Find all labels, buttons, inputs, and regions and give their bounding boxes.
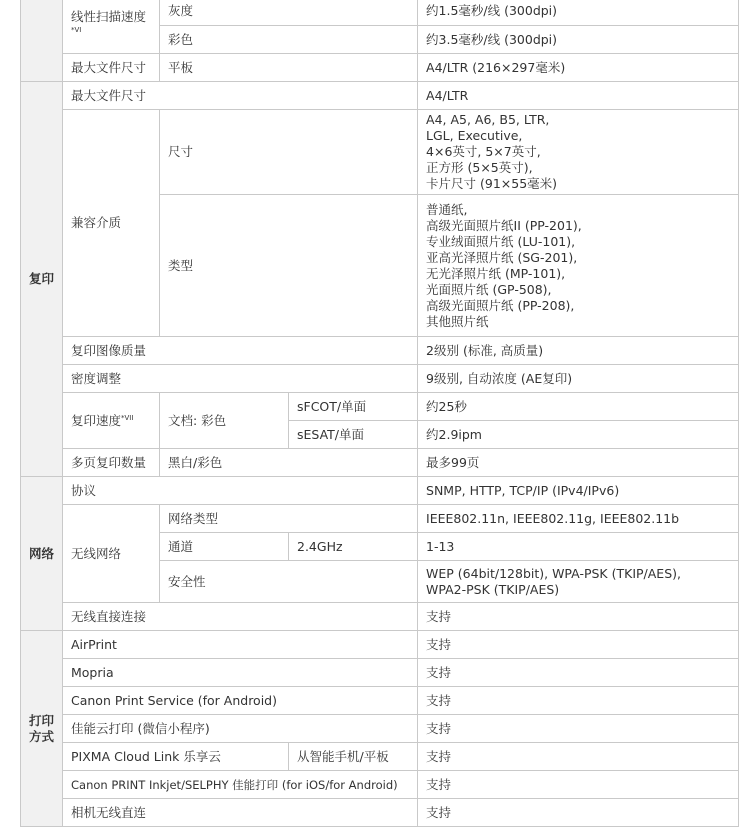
table-row <box>21 687 739 715</box>
pixma-label: PIXMA Cloud Link 乐享云 <box>63 743 289 771</box>
table-row <box>21 715 739 743</box>
type-line: 高级光面照片纸 (PP-208), <box>426 297 575 313</box>
spec-table <box>20 0 739 827</box>
canon-print-service-value: 支持 <box>418 687 739 715</box>
print-section-label <box>21 631 63 827</box>
table-row <box>21 771 739 799</box>
camera-value: 支持 <box>418 799 739 827</box>
airprint-value: 支持 <box>418 631 739 659</box>
airprint-label: AirPrint <box>63 631 418 659</box>
print-section-line: 方式 <box>29 728 55 744</box>
protocol-label: 协议 <box>63 477 418 505</box>
table-row <box>21 393 739 421</box>
gray-value: 约1.5毫秒/线 (300dpi) <box>418 0 739 26</box>
type-label: 类型 <box>160 195 418 337</box>
size-line: LGL, Executive, <box>426 128 523 143</box>
security-line: WPA2-PSK (TKIP/AES) <box>426 581 560 597</box>
table-row <box>21 110 739 195</box>
density-value: 9级别, 自动浓度 (AE复印) <box>418 365 739 393</box>
table-row <box>21 477 739 505</box>
channel-label: 通道 <box>160 533 289 561</box>
table-row <box>21 603 739 631</box>
linear-speed-label <box>63 0 160 54</box>
wireless-label: 无线网络 <box>63 505 160 603</box>
scan-max-file-label: 最大文件尺寸 <box>63 54 160 82</box>
net-type-label: 网络类型 <box>160 505 418 533</box>
type-line: 光面照片纸 (GP-508), <box>426 281 552 297</box>
quality-label: 复印图像质量 <box>63 337 418 365</box>
sfcot-value: 约25秒 <box>418 393 739 421</box>
linear-speed-text: 线性扫描速度 <box>71 9 147 24</box>
direct-value: 支持 <box>418 603 739 631</box>
cloud-print-label: 佳能云打印 (微信小程序) <box>63 715 418 743</box>
type-line: 普通纸, <box>426 201 468 217</box>
sesat-label: sESAT/单面 <box>289 421 418 449</box>
multi-copy-value: 最多99页 <box>418 449 739 477</box>
type-line: 亚高光泽照片纸 (SG-201), <box>426 249 578 265</box>
camera-label: 相机无线直连 <box>63 799 418 827</box>
table-row <box>21 505 739 533</box>
print-section-line: 打印 <box>29 712 55 728</box>
gray-label: 灰度 <box>160 0 418 26</box>
table-row <box>21 0 739 26</box>
sesat-value: 约2.9ipm <box>418 421 739 449</box>
bw-color-label: 黑白/彩色 <box>160 449 418 477</box>
quality-value: 2级别 (标准, 高质量) <box>418 337 739 365</box>
copy-section-label: 复印 <box>21 82 63 477</box>
table-row <box>21 659 739 687</box>
table-row <box>21 54 739 82</box>
pixma-from: 从智能手机/平板 <box>289 743 418 771</box>
inkjet-label: Canon PRINT Inkjet/SELPHY 佳能打印 (for iOS/for Android) <box>63 771 418 799</box>
security-label: 安全性 <box>160 561 418 603</box>
type-line: 无光泽照片纸 (MP-101), <box>426 265 566 281</box>
pixma-value: 支持 <box>418 743 739 771</box>
type-line: 其他照片纸 <box>426 313 489 329</box>
copy-speed-text: 复印速度 <box>71 412 122 428</box>
inkjet-value: 支持 <box>418 771 739 799</box>
size-line: 卡片尺寸 (91×55毫米) <box>426 176 558 191</box>
footnote-marker: *VI <box>71 25 82 34</box>
table-row <box>21 82 739 110</box>
scan-max-file-value: A4/LTR (216×297毫米) <box>418 54 739 82</box>
density-label: 密度调整 <box>63 365 418 393</box>
type-value <box>418 195 739 337</box>
security-value <box>418 561 739 603</box>
channel-band: 2.4GHz <box>289 533 418 561</box>
doc-color-label: 文档: 彩色 <box>160 393 289 449</box>
footnote-marker: *VII <box>121 413 134 422</box>
size-line: 4×6英寸, 5×7英寸, <box>426 144 541 159</box>
table-row <box>21 449 739 477</box>
direct-label: 无线直接连接 <box>63 603 418 631</box>
copy-max-file-label: 最大文件尺寸 <box>63 82 418 110</box>
channel-value: 1-13 <box>418 533 739 561</box>
net-type-value: IEEE802.11n, IEEE802.11g, IEEE802.11b <box>418 505 739 533</box>
mopria-label: Mopria <box>63 659 418 687</box>
size-line: 正方形 (5×5英寸), <box>426 160 533 175</box>
sfcot-label: sFCOT/单面 <box>289 393 418 421</box>
type-line: 高级光面照片纸II (PP-201), <box>426 217 582 233</box>
flatbed-label: 平板 <box>160 54 418 82</box>
protocol-value: SNMP, HTTP, TCP/IP (IPv4/IPv6) <box>418 477 739 505</box>
copy-speed-label <box>63 393 160 449</box>
cloud-print-value: 支持 <box>418 715 739 743</box>
table-row <box>21 337 739 365</box>
mopria-value: 支持 <box>418 659 739 687</box>
security-line: WEP (64bit/128bit), WPA-PSK (TKIP/AES), <box>426 565 681 581</box>
table-row <box>21 365 739 393</box>
media-label: 兼容介质 <box>63 110 160 337</box>
table-row <box>21 743 739 771</box>
color-value: 约3.5毫秒/线 (300dpi) <box>418 26 739 54</box>
size-value <box>418 110 739 195</box>
table-row <box>21 799 739 827</box>
type-line: 专业绒面照片纸 (LU-101), <box>426 233 576 249</box>
scan-section-cell <box>21 0 63 82</box>
size-line: A4, A5, A6, B5, LTR, <box>426 112 550 127</box>
copy-max-file-value: A4/LTR <box>418 82 739 110</box>
size-label: 尺寸 <box>160 110 418 195</box>
table-row <box>21 631 739 659</box>
color-label: 彩色 <box>160 26 418 54</box>
network-section-label: 网络 <box>21 477 63 631</box>
canon-print-service-label: Canon Print Service (for Android) <box>63 687 418 715</box>
multi-copy-label: 多页复印数量 <box>63 449 160 477</box>
